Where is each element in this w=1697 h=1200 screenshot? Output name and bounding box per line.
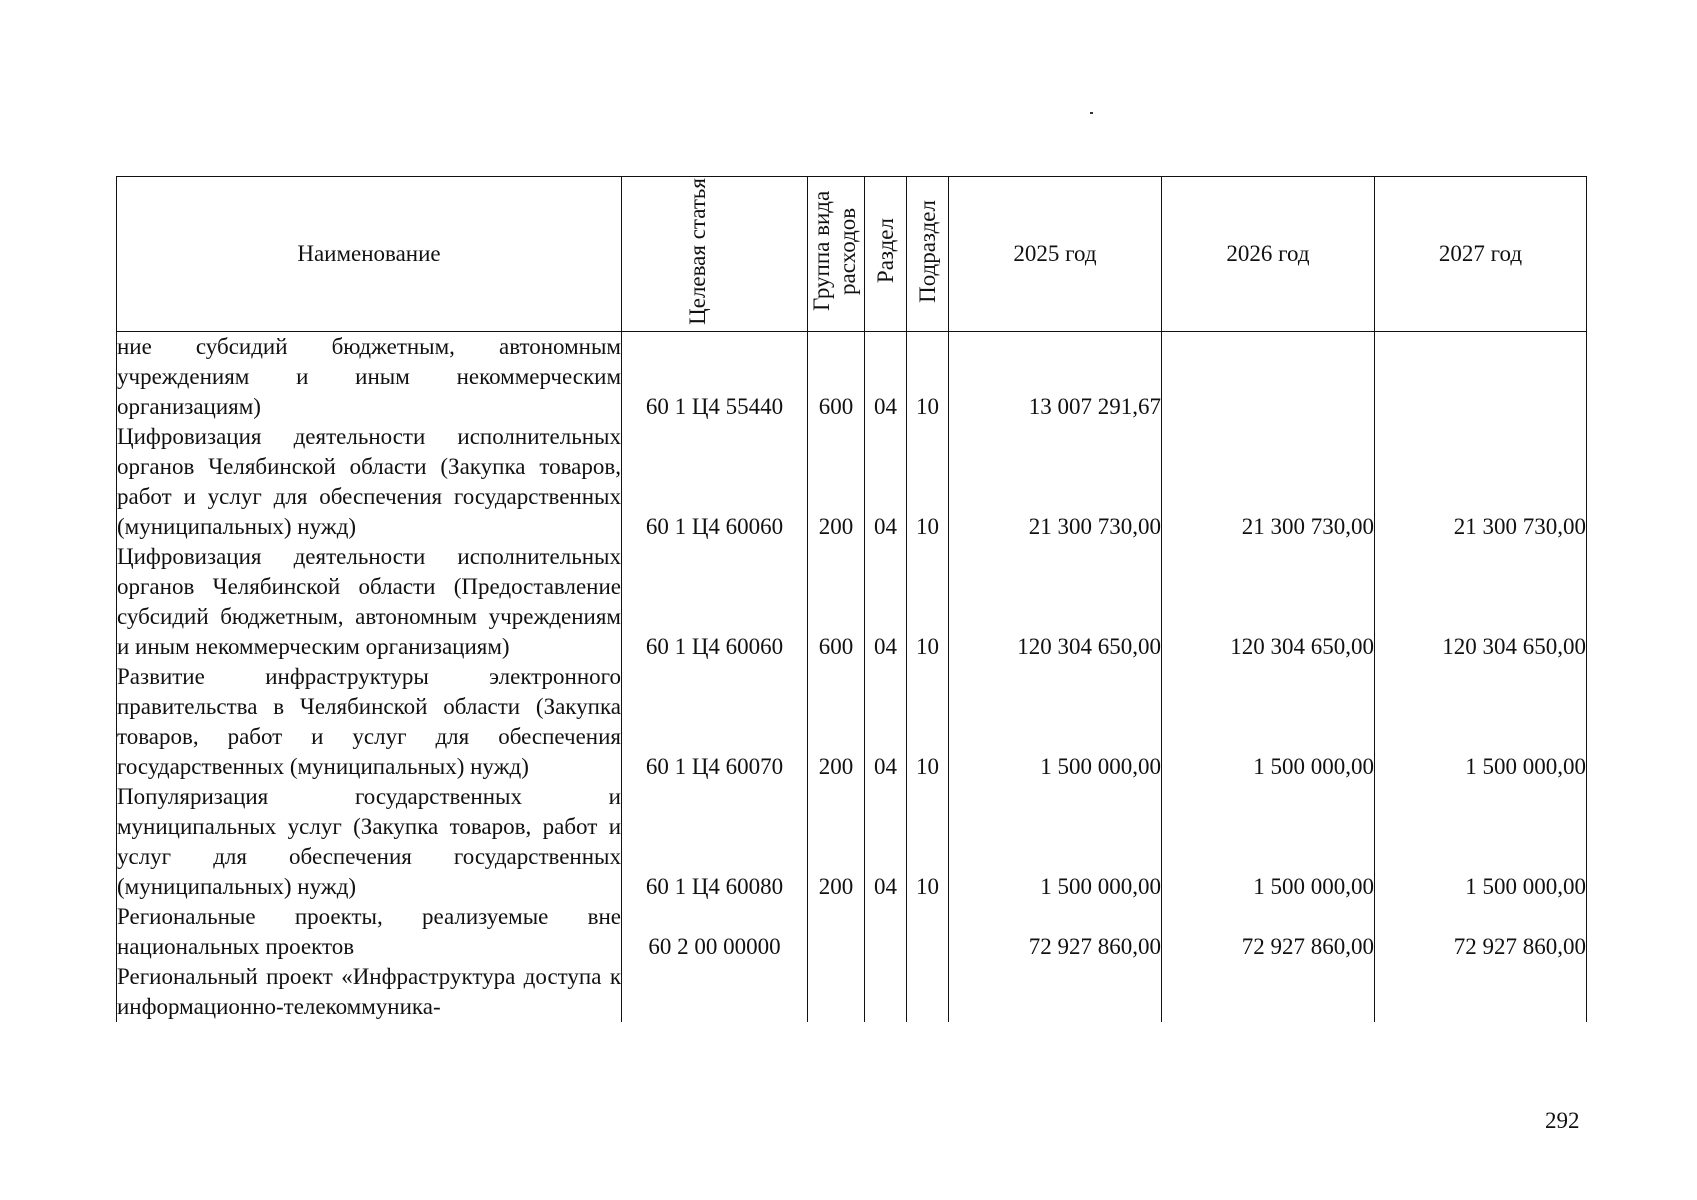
row-subsection: 10 (907, 782, 949, 902)
page-number: 292 (1545, 1108, 1580, 1133)
row-code: 60 1 Ц4 55440 (622, 332, 808, 423)
row-2025: 21 300 730,00 (949, 422, 1162, 542)
row-subsection: 10 (907, 332, 949, 423)
row-group: 200 (808, 662, 865, 782)
row-section (865, 902, 907, 962)
row-name: Популяризация государственных и муниципальных услуг (Закупка товаров, работ и услуг для обеспечения государственных (муниципальных) нужд) (117, 782, 622, 902)
row-2026: 1 500 000,00 (1162, 782, 1375, 902)
row-code: 60 2 00 00000 (622, 902, 808, 962)
row-2025: 1 500 000,00 (949, 782, 1162, 902)
row-2026: 72 927 860,00 (1162, 902, 1375, 962)
row-section: 04 (865, 332, 907, 423)
row-2025: 72 927 860,00 (949, 902, 1162, 962)
row-code: 60 1 Ц4 60070 (622, 662, 808, 782)
header-year-2027: 2027 год (1375, 177, 1587, 332)
header-expense-group: Группа вида расходов (808, 177, 865, 332)
row-2027: 1 500 000,00 (1375, 782, 1587, 902)
row-2025: 120 304 650,00 (949, 542, 1162, 662)
row-2026 (1162, 962, 1375, 1022)
header-target-article: Целевая статья (622, 177, 808, 332)
row-group: 200 (808, 422, 865, 542)
row-2026: 21 300 730,00 (1162, 422, 1375, 542)
budget-table (116, 176, 1587, 1022)
header-subsection: Подраздел (907, 177, 949, 332)
row-section: 04 (865, 542, 907, 662)
row-name: Цифровизация деятельности исполнительных органов Челябинской области (Предоставление субсидий бюджетным, автономным учреждениям и иным некоммерческим организациям) (117, 542, 622, 662)
header-section: Раздел (865, 177, 907, 332)
row-subsection: 10 (907, 662, 949, 782)
row-2027: 21 300 730,00 (1375, 422, 1587, 542)
row-code: 60 1 Ц4 60060 (622, 542, 808, 662)
row-2025: 1 500 000,00 (949, 662, 1162, 782)
row-section: 04 (865, 782, 907, 902)
table-row (117, 422, 1587, 542)
row-code: 60 1 Ц4 60080 (622, 782, 808, 902)
row-2027: 120 304 650,00 (1375, 542, 1587, 662)
row-section: 04 (865, 662, 907, 782)
table-row (117, 902, 1587, 962)
table-row (117, 332, 1587, 423)
row-subsection (907, 902, 949, 962)
row-group: 200 (808, 782, 865, 902)
row-2027: 1 500 000,00 (1375, 662, 1587, 782)
row-subsection: 10 (907, 422, 949, 542)
row-2025 (949, 962, 1162, 1022)
row-code (622, 962, 808, 1022)
row-name: ние субсидий бюджетным, автономным учреждениям и иным некоммерческим организациям) (117, 332, 622, 423)
table-row (117, 782, 1587, 902)
table-row (117, 962, 1587, 1022)
row-subsection: 10 (907, 542, 949, 662)
row-name: Развитие инфраструктуры электронного правительства в Челябинской области (Закупка товаров, работ и услуг для обеспечения государственных (муниципальных) нужд) (117, 662, 622, 782)
row-section: 04 (865, 422, 907, 542)
row-2027 (1375, 332, 1587, 423)
row-section (865, 962, 907, 1022)
table-row (117, 542, 1587, 662)
row-name: Цифровизация деятельности исполнительных органов Челябинской области (Закупка товаров, работ и услуг для обеспечения государственных (муниципальных) нужд) (117, 422, 622, 542)
row-subsection (907, 962, 949, 1022)
row-group: 600 (808, 332, 865, 423)
row-code: 60 1 Ц4 60060 (622, 422, 808, 542)
row-2026: 120 304 650,00 (1162, 542, 1375, 662)
header-year-2026: 2026 год (1162, 177, 1375, 332)
row-2027 (1375, 962, 1587, 1022)
row-group: 600 (808, 542, 865, 662)
row-group (808, 902, 865, 962)
row-name: Региональные проекты, реализуемые вне национальных проектов (117, 902, 622, 962)
table-row (117, 662, 1587, 782)
row-2027: 72 927 860,00 (1375, 902, 1587, 962)
row-2026 (1162, 332, 1375, 423)
scan-dot (1090, 112, 1093, 114)
table-header-row (117, 177, 1587, 332)
row-2026: 1 500 000,00 (1162, 662, 1375, 782)
row-group (808, 962, 865, 1022)
row-2025: 13 007 291,67 (949, 332, 1162, 423)
row-name: Региональный проект «Инфраструктура доступа к информационно-телекоммуника- (117, 962, 622, 1022)
header-year-2025: 2025 год (949, 177, 1162, 332)
header-name: Наименование (117, 177, 622, 332)
